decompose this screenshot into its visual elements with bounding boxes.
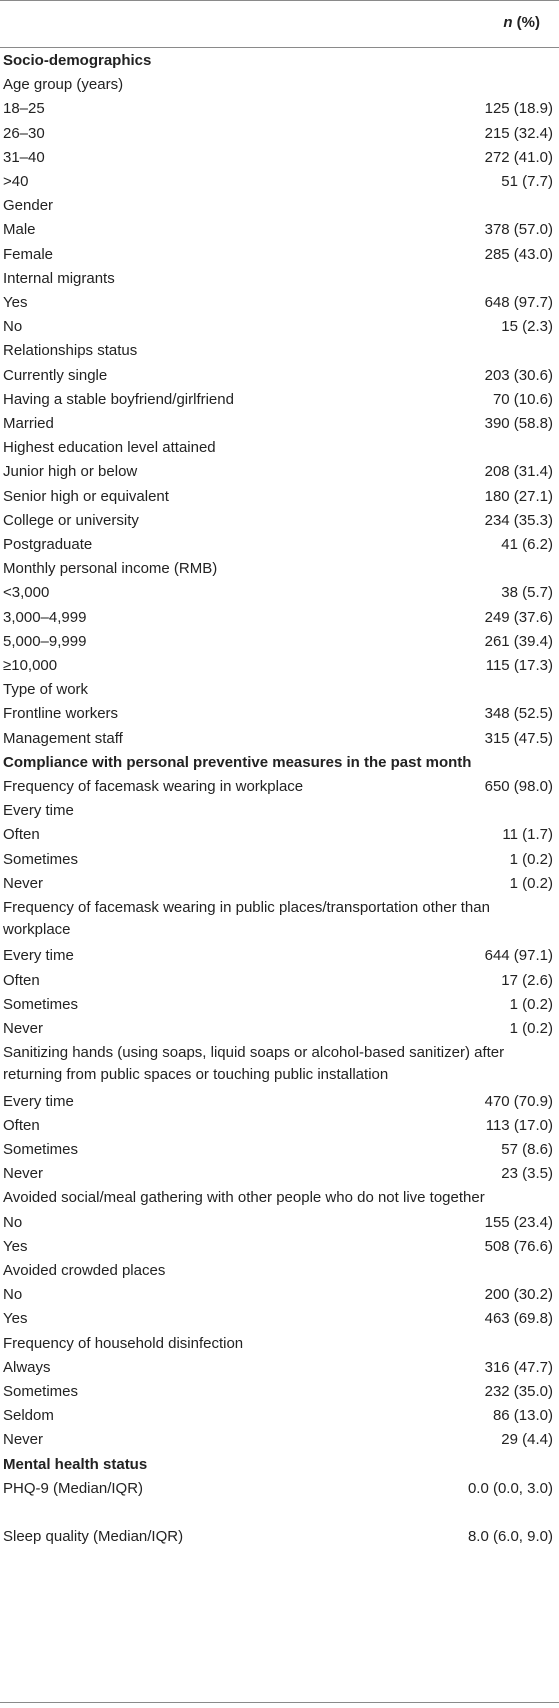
row-label: 3,000–4,999 [3,608,87,626]
row-value: 125 (18.9) [484,100,553,118]
row-label: Every time [3,947,74,965]
section-heading: Mental health status [3,1455,148,1473]
row-label: Frequency of household disinfection [3,1334,244,1352]
row-value: 0.0 (0.0, 3.0) [467,1479,553,1497]
section-heading: Compliance with personal preventive measures in the past month [3,753,472,771]
row-value: 285 (43.0) [484,245,553,263]
column-header-pct: (%) [512,14,540,31]
row-value: 70 (10.6) [492,390,553,408]
row-label: Often [3,826,40,844]
row-value: 200 (30.2) [484,1286,553,1304]
row-label: Type of work [3,681,89,699]
row-value: 29 (4.4) [501,1431,553,1449]
column-header-n-percent [503,14,540,31]
row-label: Monthly personal income (RMB) [3,560,218,578]
row-label: 18–25 [3,100,45,118]
table-bottom-rule [0,1702,559,1703]
row-value: 648 (97.7) [484,294,553,311]
row-label: Always [3,1358,51,1376]
row-value: 1 (0.2) [509,850,553,868]
row-label: Avoided social/meal gathering with other people who do not live together [3,1189,485,1207]
row-label: 5,000–9,999 [3,632,87,650]
row-value: 38 (5.7) [501,584,553,602]
row-value: 316 (47.7) [484,1358,553,1376]
row-label: 26–30 [3,124,45,142]
row-label: Often [3,971,40,989]
row-label: Frequency of facemask wearing in public places/transportation other than workplace [3,899,490,938]
row-label: Yes [3,1310,28,1328]
row-label: Never [3,1431,44,1449]
row-label: Gender [3,197,54,215]
row-label: ≥10,000 [3,657,58,674]
row-value: 86 (13.0) [492,1407,553,1425]
row-label: PHQ-9 (Median/IQR) [3,1479,144,1497]
row-label: 31–40 [3,148,45,166]
row-label: No [3,1286,23,1304]
row-value: 470 (70.9) [484,1092,553,1110]
row-label: Currently single [3,366,108,384]
row-label: Sometimes [3,850,79,868]
row-label: Frequency of facemask wearing in workplace [3,778,304,795]
row-value: 249 (37.6) [484,608,553,626]
row-label: Internal migrants [3,269,115,287]
row-value: 23 (3.5) [501,1165,553,1183]
row-value: 508 (76.6) [484,1237,553,1255]
row-label: Often [3,1116,40,1134]
row-label: Yes [3,294,28,311]
row-value: 1 (0.2) [509,874,553,892]
row-label: No [3,318,23,336]
row-label: Married [3,415,54,432]
row-label: No [3,1213,23,1231]
table-header [0,0,559,47]
row-label: Senior high or equivalent [3,487,169,505]
row-value: 15 (2.3) [501,318,553,336]
row-label: Male [3,221,36,239]
row-label: Never [3,1165,44,1183]
row-label: <3,000 [3,584,50,602]
row-label: Every time [3,1092,74,1110]
row-value: 155 (23.4) [484,1213,553,1231]
row-label: Age group (years) [3,76,124,94]
column-header-n: n [503,14,513,31]
section-heading: Socio-demographics [3,52,152,69]
row-value: 115 (17.3) [485,657,553,674]
row-label: Avoided crowded places [3,1262,166,1279]
row-value: 57 (8.6) [501,1141,553,1158]
row-label: Female [3,245,54,263]
row-label: Highest education level attained [3,439,216,457]
row-label: Management staff [3,729,123,747]
row-label: Frontline workers [3,705,119,723]
row-value: 644 (97.1) [484,947,553,965]
row-value: 113 (17.0) [485,1116,553,1134]
row-value: 315 (47.5) [484,729,553,747]
row-label: Postgraduate [3,536,93,553]
row-value: 234 (35.3) [484,511,553,529]
row-value: 390 (58.8) [484,415,553,432]
row-label: Having a stable boyfriend/girlfriend [3,390,234,408]
row-value: 8.0 (6.0, 9.0) [467,1528,553,1546]
row-label: Never [3,1020,44,1037]
row-label: Never [3,874,44,892]
row-label: Sometimes [3,1141,79,1158]
row-value: 17 (2.6) [501,971,553,989]
row-value: 41 (6.2) [501,536,553,553]
row-value: 1 (0.2) [509,995,553,1013]
row-label: Sleep quality (Median/IQR) [3,1528,184,1546]
row-label: Yes [3,1237,28,1255]
row-label: Seldom [3,1407,54,1425]
row-label: Sometimes [3,995,79,1013]
row-value: 51 (7.7) [501,173,553,190]
row-value: 378 (57.0) [484,221,553,239]
row-label: >40 [3,173,29,190]
row-label: Sanitizing hands (using soaps, liquid soaps or alcohol-based sanitizer) after returning from public spaces or touching public installation [3,1044,505,1084]
row-value: 272 (41.0) [484,148,553,166]
row-label: Every time [3,802,74,820]
row-value: 348 (52.5) [484,705,553,723]
row-label: Relationships status [3,342,138,360]
row-label: Junior high or below [3,463,138,481]
row-value: 463 (69.8) [484,1310,553,1328]
row-value: 215 (32.4) [484,124,553,142]
row-value: 180 (27.1) [484,487,553,505]
table-header-rule [0,47,559,48]
row-label: College or university [3,511,139,529]
row-label: Sometimes [3,1383,79,1400]
row-value: 208 (31.4) [484,463,553,481]
row-value: 11 (1.7) [502,826,553,844]
row-value: 261 (39.4) [484,632,553,650]
row-value: 232 (35.0) [484,1383,553,1400]
row-value: 650 (98.0) [484,778,553,795]
row-value: 1 (0.2) [509,1020,553,1037]
row-value: 203 (30.6) [484,366,553,384]
